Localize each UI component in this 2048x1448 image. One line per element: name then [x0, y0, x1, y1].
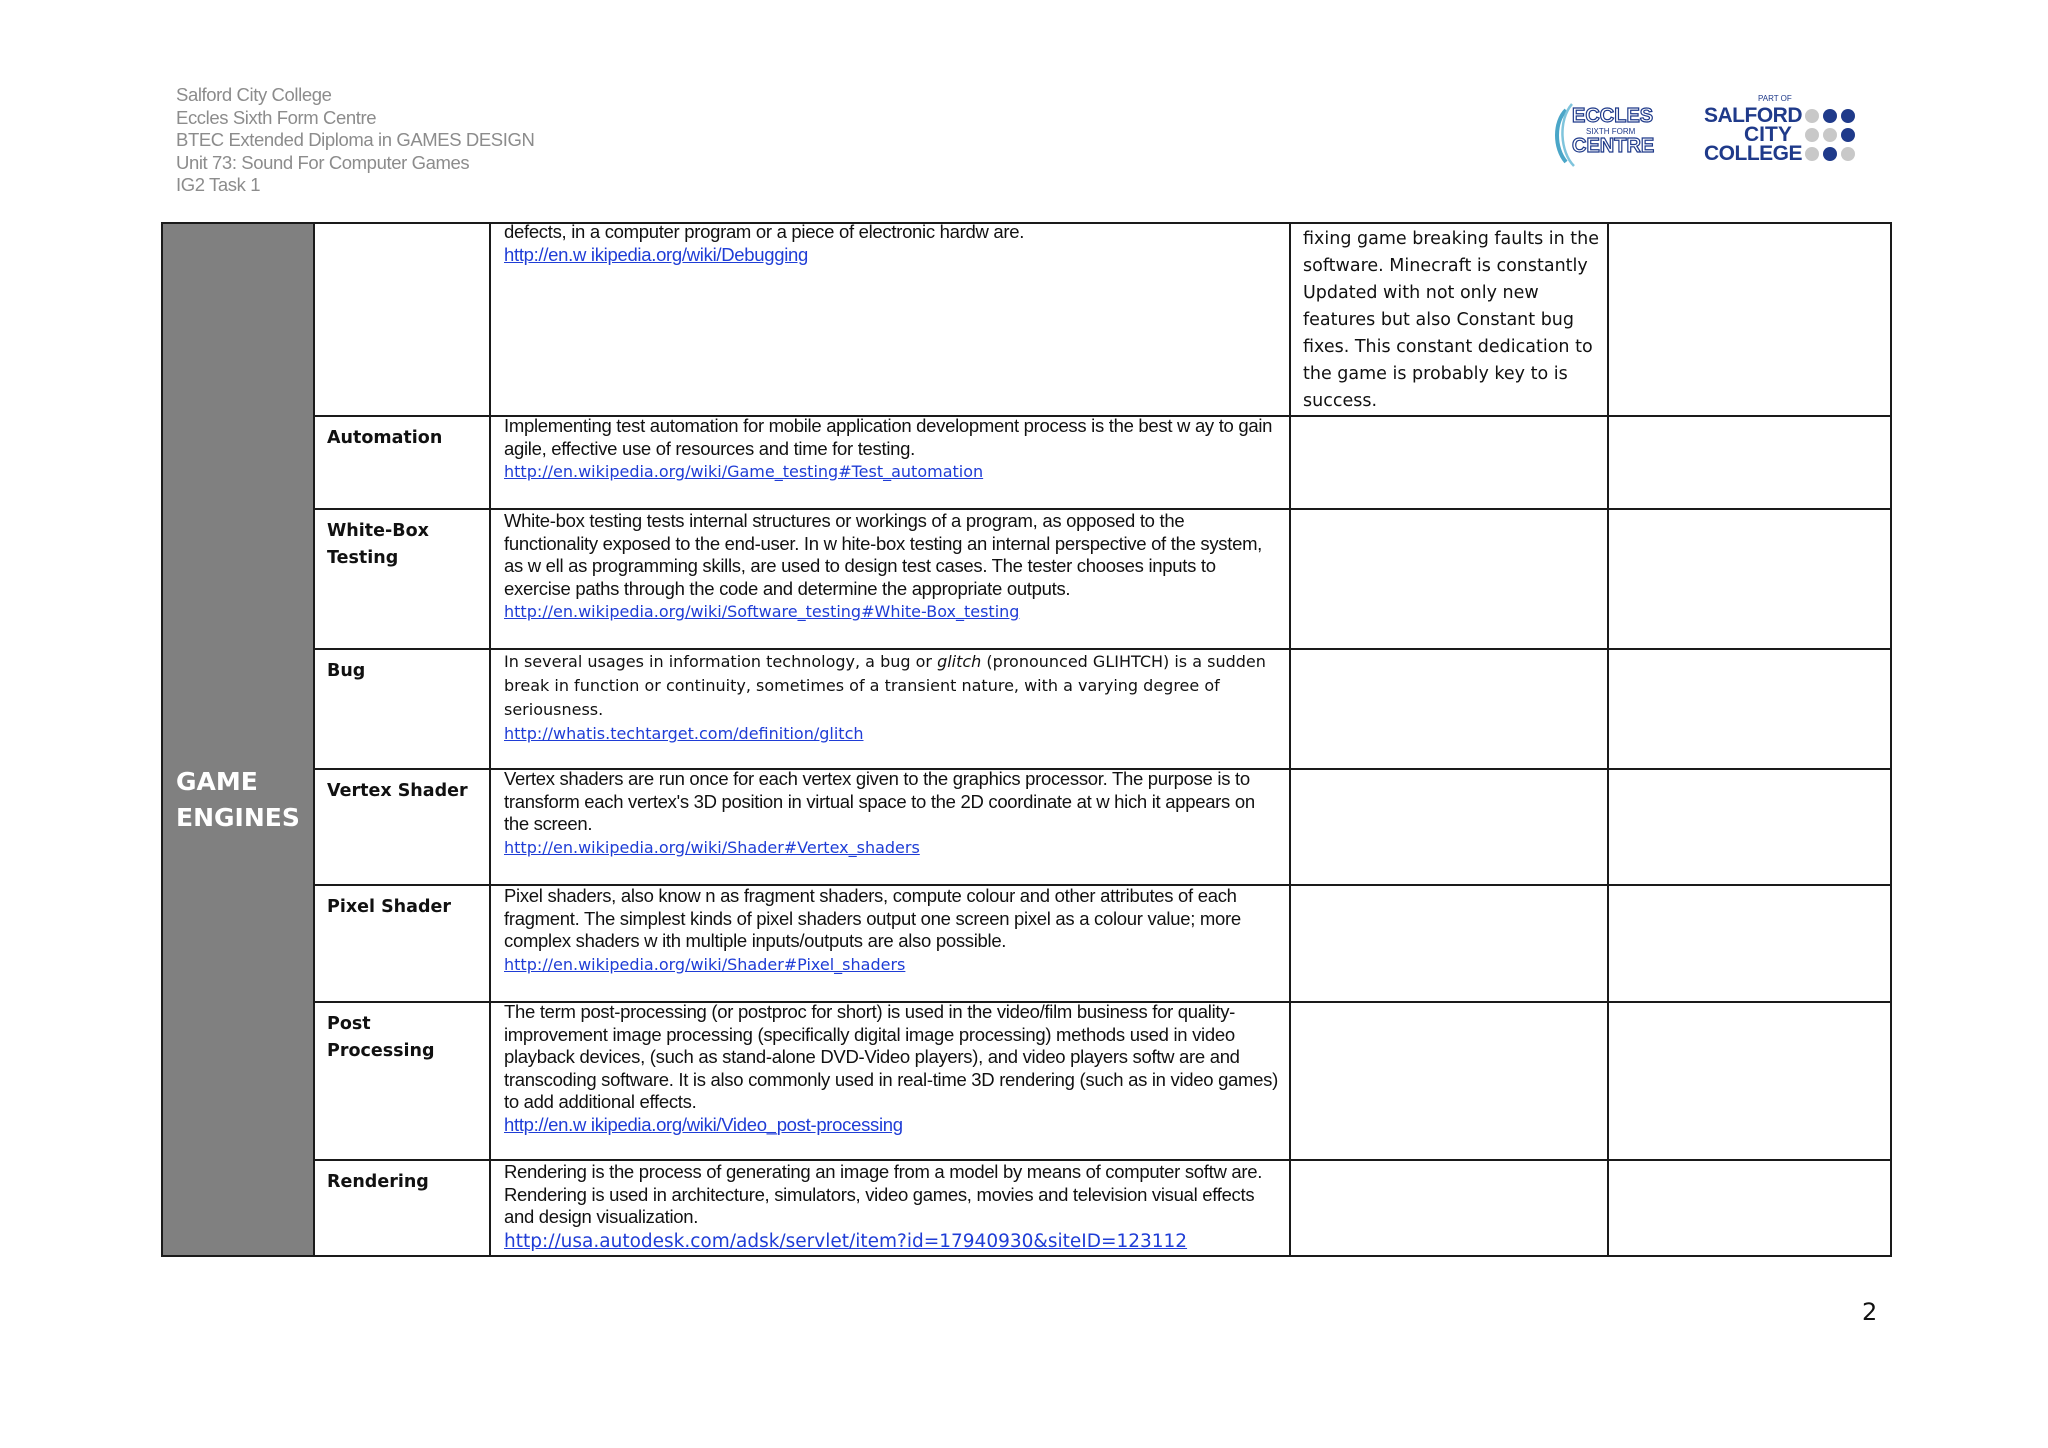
- definition-cell: [490, 885, 1290, 1002]
- salford-logo-line3: COLLEGE: [1704, 142, 1803, 165]
- definition-cell: [490, 223, 1290, 416]
- table-row: [162, 509, 1891, 649]
- definition-cell: [490, 416, 1290, 509]
- glossary-table: [161, 222, 1892, 1257]
- definition-cell: [490, 1002, 1290, 1160]
- term-cell: Bug: [314, 649, 490, 769]
- definition-text: Implementing test automation for mobile application development process is the best w ay to gain agile, effective use of resources and time for testing.: [504, 416, 1273, 459]
- example-cell: [1290, 885, 1608, 1002]
- notes-cell: [1608, 649, 1891, 769]
- definition-cell: [490, 649, 1290, 769]
- definition-link[interactable]: http://en.w ikipedia.org/wiki/Video_post-processing: [504, 1113, 903, 1135]
- notes-cell: [1608, 416, 1891, 509]
- header-course: BTEC Extended Diploma in GAMES DESIGN: [176, 129, 535, 150]
- definition-text: The term post-processing (or postproc for short) is used in the video/film business for quality-improvement image processing (specifically digital image processing) methods used in video playback devices, (such as stand-alone DVD-Video players), and video players softw are and transcoding software. It is also commonly used in real-time 3D rendering (such as in video games) to add additional effects.: [504, 1002, 1278, 1112]
- example-cell: [1290, 509, 1608, 649]
- table-row: [162, 769, 1891, 885]
- notes-cell: [1608, 509, 1891, 649]
- document-header: [176, 84, 534, 197]
- table-row: [162, 1002, 1891, 1160]
- term-cell: Rendering: [314, 1160, 490, 1256]
- table-row: [162, 416, 1891, 509]
- notes-cell: [1608, 769, 1891, 885]
- definition-link[interactable]: http://usa.autodesk.com/adsk/servlet/item?id=17940930&siteID=123112: [504, 1230, 1188, 1252]
- eccles-logo-line1: ECCLES: [1572, 105, 1654, 127]
- example-cell: [1290, 1002, 1608, 1160]
- header-unit: Unit 73: Sound For Computer Games: [176, 151, 470, 173]
- salford-logo-line1: SALFORD: [1704, 104, 1802, 127]
- definition-text-pre: In several usages in information technology, a bug or: [504, 652, 938, 671]
- term-cell: Automation: [314, 416, 490, 509]
- definition-text: Pixel shaders, also know n as fragment shaders, compute colour and other attributes of each fragment. The simplest kinds of pixel shaders output one screen pixel as a colour value; more complex shaders w ith multiple inputs/outputs are also possible.: [504, 885, 1241, 951]
- header-centre: Eccles Sixth Form Centre: [176, 106, 377, 128]
- term-cell: [314, 223, 490, 416]
- example-cell: [1290, 769, 1608, 885]
- definition-link[interactable]: http://en.wikipedia.org/wiki/Software_testing#White-Box_testing: [504, 602, 1020, 621]
- definition-link[interactable]: http://en.wikipedia.org/wiki/Shader#Vertex_shaders: [504, 837, 920, 857]
- term-cell: Pixel Shader: [314, 885, 490, 1002]
- example-cell: [1290, 1160, 1608, 1256]
- eccles-logo-line3: CENTRE: [1572, 135, 1655, 157]
- example-cell: fixing game breaking faults in the software. Minecraft is constantly Updated with not only new features but also Constant bug fixes. This constant dedication to the game is probably key to is success.: [1290, 223, 1608, 416]
- definition-text: defects, in a computer program or a piece of electronic hardw are.: [504, 223, 1025, 242]
- notes-cell: [1608, 223, 1891, 416]
- definition-cell: [490, 509, 1290, 649]
- category-cell: [162, 223, 314, 1256]
- term-cell: Vertex Shader: [314, 769, 490, 885]
- header-task: IG2 Task 1: [176, 174, 261, 195]
- definition-cell: [490, 769, 1290, 885]
- definition-link[interactable]: http://en.wikipedia.org/wiki/Shader#Pixel_shaders: [504, 954, 906, 974]
- category-label: GAME ENGINES: [176, 766, 300, 832]
- table-row: [162, 649, 1891, 769]
- definition-cell: [490, 1160, 1290, 1256]
- definition-text: [504, 650, 1281, 722]
- table-row: [162, 1160, 1891, 1256]
- term-cell: Post Processing: [314, 1002, 490, 1160]
- notes-cell: [1608, 885, 1891, 1002]
- definition-link[interactable]: http://en.w ikipedia.org/wiki/Debugging: [504, 243, 809, 265]
- definition-text-emphasis: glitch: [937, 652, 982, 671]
- salford-logo-line2: CITY: [1744, 123, 1792, 146]
- definition-text: Vertex shaders are run once for each vertex given to the graphics processor. The purpose is to transform each vertex's 3D position in virtual space to the 2D coordinate at w hich it appears on the screen.: [504, 769, 1255, 834]
- example-cell: [1290, 649, 1608, 769]
- notes-cell: [1608, 1002, 1891, 1160]
- definition-text: Rendering is the process of generating an image from a model by means of computer softw are. Rendering is used in architecture, simulators, video games, movies and television visual effects and design visualization.: [504, 1161, 1263, 1227]
- definition-link[interactable]: http://whatis.techtarget.com/definition/glitch: [504, 724, 864, 743]
- salford-city-college-logo: [1702, 92, 1862, 170]
- eccles-centre-logo: [1552, 92, 1656, 174]
- definition-link[interactable]: http://en.wikipedia.org/wiki/Game_testing#Test_automation: [504, 462, 984, 481]
- example-cell: [1290, 416, 1608, 509]
- definition-text-post: (pronounced GLIHTCH) is a sudden break in function or continuity, sometimes of a transient nature, with a varying degree of seriousness.: [504, 652, 1266, 719]
- salford-logo-top: PART OF: [1758, 94, 1792, 103]
- table-row: [162, 885, 1891, 1002]
- salford-logo-dots: [1805, 109, 1855, 161]
- page-number: 2: [1862, 1298, 1878, 1326]
- definition-text: White-box testing tests internal structures or workings of a program, as opposed to the functionality exposed to the end-user. In w hite-box testing an internal perspective of the system, as w ell as programming skills, are used to design test cases. The tester chooses inputs to exercise paths through the code and determine the appropriate outputs.: [504, 510, 1263, 599]
- notes-cell: [1608, 1160, 1891, 1256]
- table-row: [162, 223, 1891, 416]
- eccles-logo-line2: SIXTH FORM: [1586, 127, 1636, 136]
- term-cell: White-Box Testing: [314, 509, 490, 649]
- header-college: Salford City College: [176, 84, 332, 105]
